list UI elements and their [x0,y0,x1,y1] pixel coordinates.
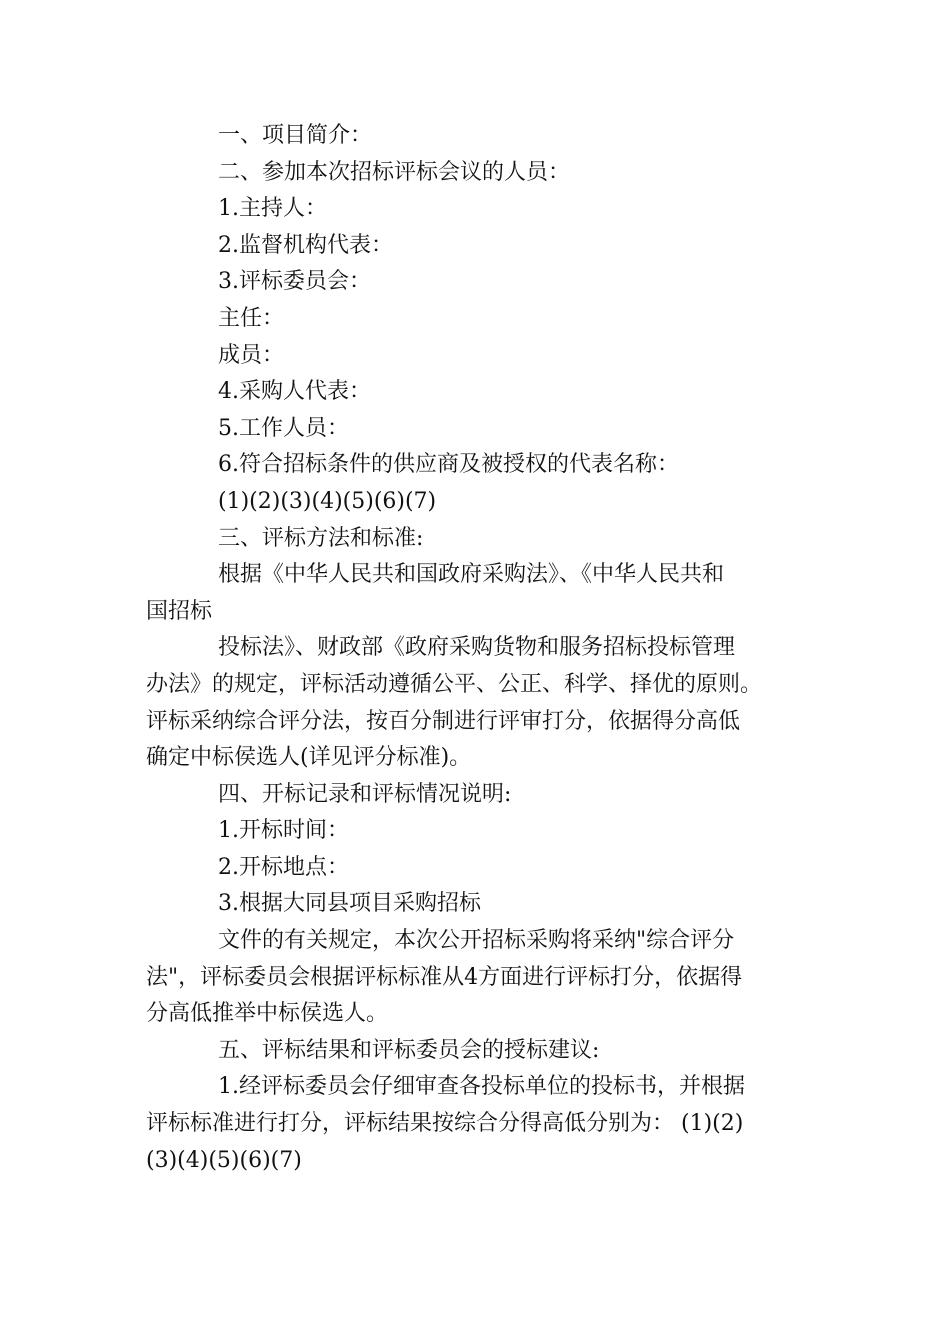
para3-line1: 文件的有关规定，本次公开招标采购将采纳"综合评分 [218,928,735,954]
supplier-list: (1)(2)(3)(4)(5)(6)(7) [218,488,437,514]
item-members: 成员： [218,342,285,368]
section-5-title: 五、评标结果和评标委员会的授标建议: [218,1037,600,1063]
item-host: 1.主持人： [218,196,327,222]
section-3-title: 三、评标方法和标准: [218,525,424,551]
item-supervisor: 2.监督机构代表： [218,232,393,258]
para2-line3: 评标采纳综合评分法，按百分制进行评审打分，依据得分高低 [146,708,741,734]
para2-line1: 投标法》、财政部《政府采购货物和服务招标投标管理 [218,635,736,661]
item-staff: 5.工作人员： [218,415,349,441]
item-committee: 3.评标委员会： [218,269,371,295]
para3-line3: 分高低推举中标侯选人。 [146,1001,389,1027]
section-4-title: 四、开标记录和评标情况说明: [218,781,512,807]
para2-line4: 确定中标侯选人(详见评分标准)。 [146,745,472,771]
para3-line2: 法"，评标委员会根据评标标准从4方面进行评标打分，依据得 [146,964,743,990]
section-1-title: 一、项目简介： [218,123,373,148]
para4-line1: 1.经评标委员会仔细审查各投标单位的投标书，并根据 [218,1074,745,1100]
section-2-title: 二、参加本次招标评标会议的人员： [218,159,571,185]
para1-line2: 国招标 [146,598,213,624]
item-suppliers: 6.符合招标条件的供应商及被授权的代表名称： [218,452,679,478]
item-open-place: 2.开标地点： [218,854,349,880]
para2-line2: 办法》的规定，评标活动遵循公平、公正、科学、择优的原则。 [146,671,763,697]
para1-line1: 根据《中华人民共和国政府采购法》、《中华人民共和 [218,562,725,588]
para4-line2: 评标标准进行打分，评标结果按综合分得高低分别为： (1)(2) [146,1111,744,1137]
item-director: 主任： [218,305,285,331]
item-open-time: 1.开标时间： [218,818,349,844]
item-according: 3.根据大同县项目采购招标 [218,891,481,917]
item-purchaser: 4.采购人代表： [218,379,371,405]
para4-line3: (3)(4)(5)(6)(7) [146,1147,302,1173]
document-body [146,118,806,1179]
